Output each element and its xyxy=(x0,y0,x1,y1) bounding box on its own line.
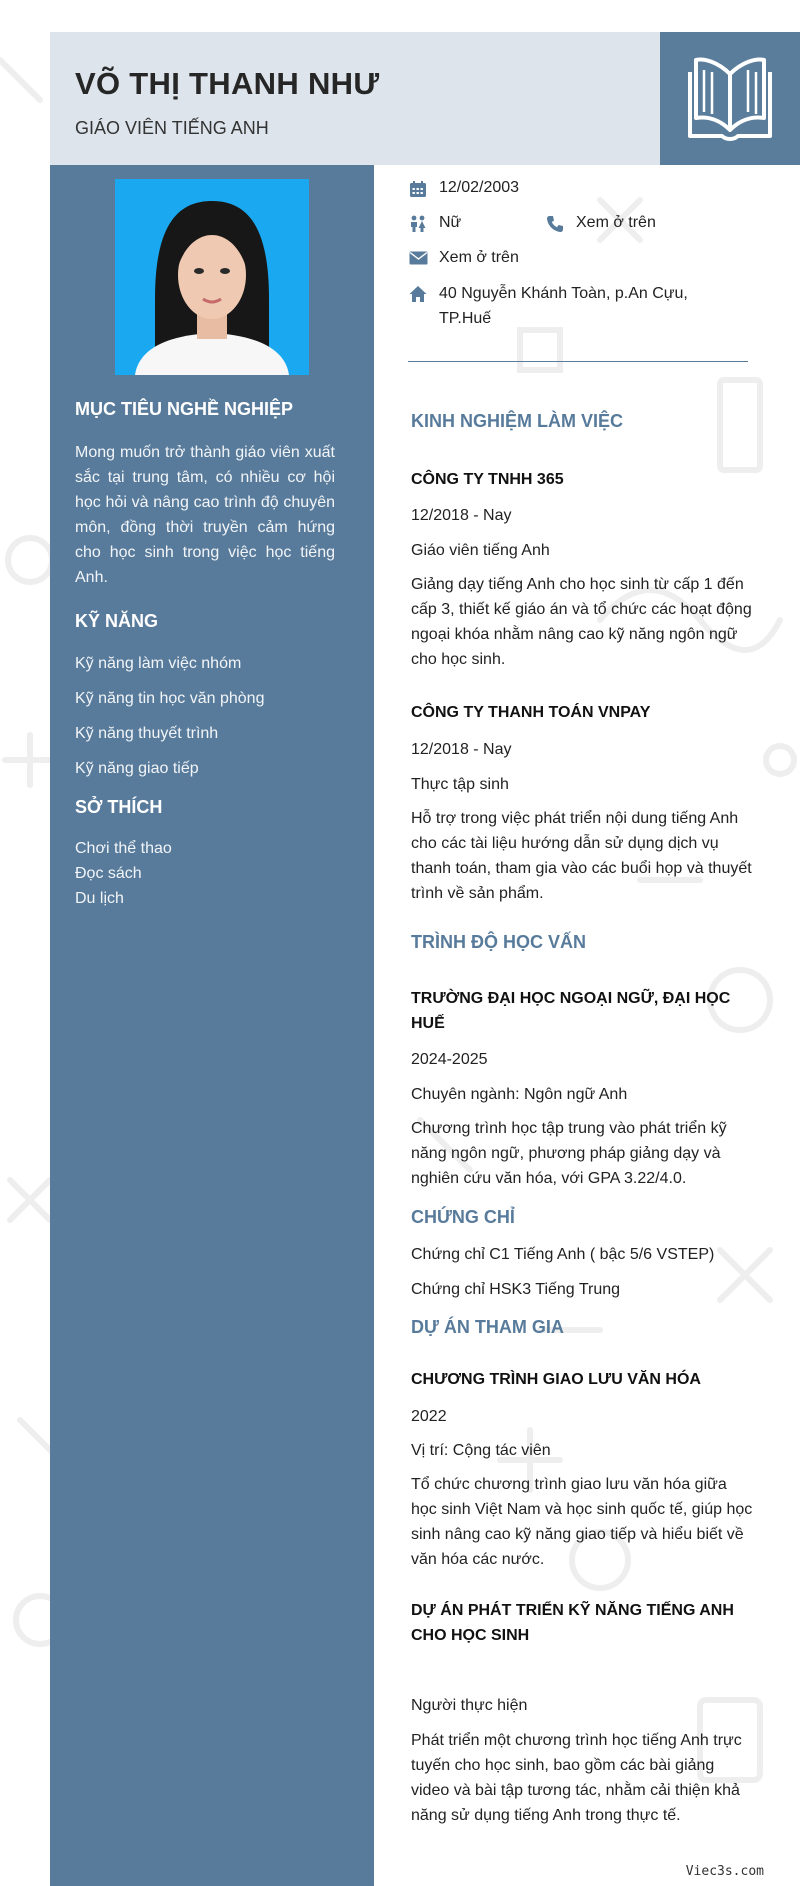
open-book-icon xyxy=(682,54,778,144)
job-role: Giáo viên tiếng Anh xyxy=(411,542,550,559)
gender-icon xyxy=(409,214,439,233)
calendar-icon xyxy=(409,179,439,198)
home-icon xyxy=(409,284,439,303)
skills-heading: KỸ NĂNG xyxy=(75,611,159,631)
address-text: 40 Nguyễn Khánh Toàn, p.An Cựu, TP.Huế xyxy=(439,285,688,327)
left-sidebar xyxy=(50,165,374,1886)
project-role: Vị trí: Cộng tác viên xyxy=(411,1442,551,1459)
project-description: Tổ chức chương trình giao lưu văn hóa giữa học sinh Việt Nam và học sinh quốc tế, giúp học sinh nâng cao kỹ năng giao tiếp và hiểu biết về văn hóa các nước. xyxy=(411,1476,753,1568)
education-description: Chương trình học tập trung vào phát triển kỹ năng ngôn ngữ, phương pháp giảng dạy và nghiên cứu văn hóa, với GPA 3.22/4.0. xyxy=(411,1120,727,1187)
list-item: Kỹ năng thuyết trình xyxy=(75,725,219,742)
project-description: Phát triển một chương trình học tiếng Anh trực tuyến cho học sinh, bao gồm các bài giảng video và bài tập tương tác, nhằm cải thiện khả năng sử dụng tiếng Anh trong thực tế. xyxy=(411,1732,742,1824)
objective-heading: MỤC TIÊU NGHỀ NGHIỆP xyxy=(75,399,294,419)
skills-list xyxy=(75,653,264,793)
list-item: Kỹ năng làm việc nhóm xyxy=(75,655,242,672)
certificates-heading: CHỨNG CHỈ xyxy=(411,1207,515,1227)
profile-photo xyxy=(115,179,309,375)
candidate-name: VÕ THỊ THANH NHƯ xyxy=(75,66,380,101)
phone-text: Xem ở trên xyxy=(576,214,656,231)
birthday-row xyxy=(409,179,519,198)
cv-header xyxy=(50,32,800,165)
envelope-icon xyxy=(409,249,439,266)
experience-heading: KINH NGHIỆM LÀM VIỆC xyxy=(411,411,624,431)
phone-row xyxy=(546,214,656,233)
list-item: Du lịch xyxy=(75,890,124,907)
certificate-item: Chứng chỉ C1 Tiếng Anh ( bậc 5/6 VSTEP) xyxy=(411,1246,715,1263)
phone-icon xyxy=(546,214,576,233)
gender-row xyxy=(409,214,461,233)
projects-heading: DỰ ÁN THAM GIA xyxy=(411,1317,564,1337)
education-major: Chuyên ngành: Ngôn ngữ Anh xyxy=(411,1086,628,1103)
list-item: Đọc sách xyxy=(75,865,142,882)
avatar xyxy=(115,179,309,375)
hobbies-heading: SỞ THÍCH xyxy=(75,797,163,817)
header-icon-box xyxy=(660,32,800,165)
job-period: 12/2018 - Nay xyxy=(411,507,512,524)
job-title: GIÁO VIÊN TIẾNG ANH xyxy=(75,118,269,138)
project-name: DỰ ÁN PHÁT TRIỂN KỸ NĂNG TIẾNG ANH CHO HỌC SINH xyxy=(411,1602,734,1644)
hobbies-list xyxy=(75,838,172,913)
project-name: CHƯƠNG TRÌNH GIAO LƯU VĂN HÓA xyxy=(411,1371,701,1388)
objective-text: Mong muốn trở thành giáo viên xuất sắc tại trung tâm, có nhiều cơ hội học hỏi và nâng cao trình độ chuyên môn, đồng thời truyền cảm hứng cho học sinh trong việc học tiếng Anh. xyxy=(75,444,335,586)
job-description: Hỗ trợ trong việc phát triển nội dung tiếng Anh cho các tài liệu hướng dẫn sử dụng dịch vụ thanh toán, tham gia vào các buổi họp và thuyết trình về sản phẩm. xyxy=(411,810,752,902)
job-period: 12/2018 - Nay xyxy=(411,741,512,758)
job-company: CÔNG TY TNHH 365 xyxy=(411,471,564,488)
certificate-item: Chứng chỉ HSK3 Tiếng Trung xyxy=(411,1281,621,1298)
address-row xyxy=(409,284,749,331)
list-item: Kỹ năng tin học văn phòng xyxy=(75,690,265,707)
school-name: TRƯỜNG ĐẠI HỌC NGOẠI NGỮ, ĐẠI HỌC HUẾ xyxy=(411,990,731,1032)
contact-divider xyxy=(408,361,748,362)
gender-text: Nữ xyxy=(439,214,462,231)
job-company: CÔNG TY THANH TOÁN VNPAY xyxy=(411,704,651,721)
email-row xyxy=(409,249,519,267)
project-role: Người thực hiện xyxy=(411,1697,528,1714)
birthday-text: 12/02/2003 xyxy=(439,179,520,196)
project-year: 2022 xyxy=(411,1408,447,1425)
list-item: Chơi thể thao xyxy=(75,840,172,857)
footer-brand: Viec3s.com xyxy=(685,1864,764,1879)
list-item: Kỹ năng giao tiếp xyxy=(75,760,199,777)
job-description: Giảng dạy tiếng Anh cho học sinh từ cấp 1 đến cấp 3, thiết kế giáo án và tổ chức các hoạt động ngoại khóa nhằm nâng cao kỹ năng ngôn ngữ cho học sinh. xyxy=(411,576,752,668)
education-period: 2024-2025 xyxy=(411,1051,488,1068)
email-text: Xem ở trên xyxy=(439,249,519,266)
education-heading: TRÌNH ĐỘ HỌC VẤN xyxy=(411,932,586,952)
job-role: Thực tập sinh xyxy=(411,776,509,793)
